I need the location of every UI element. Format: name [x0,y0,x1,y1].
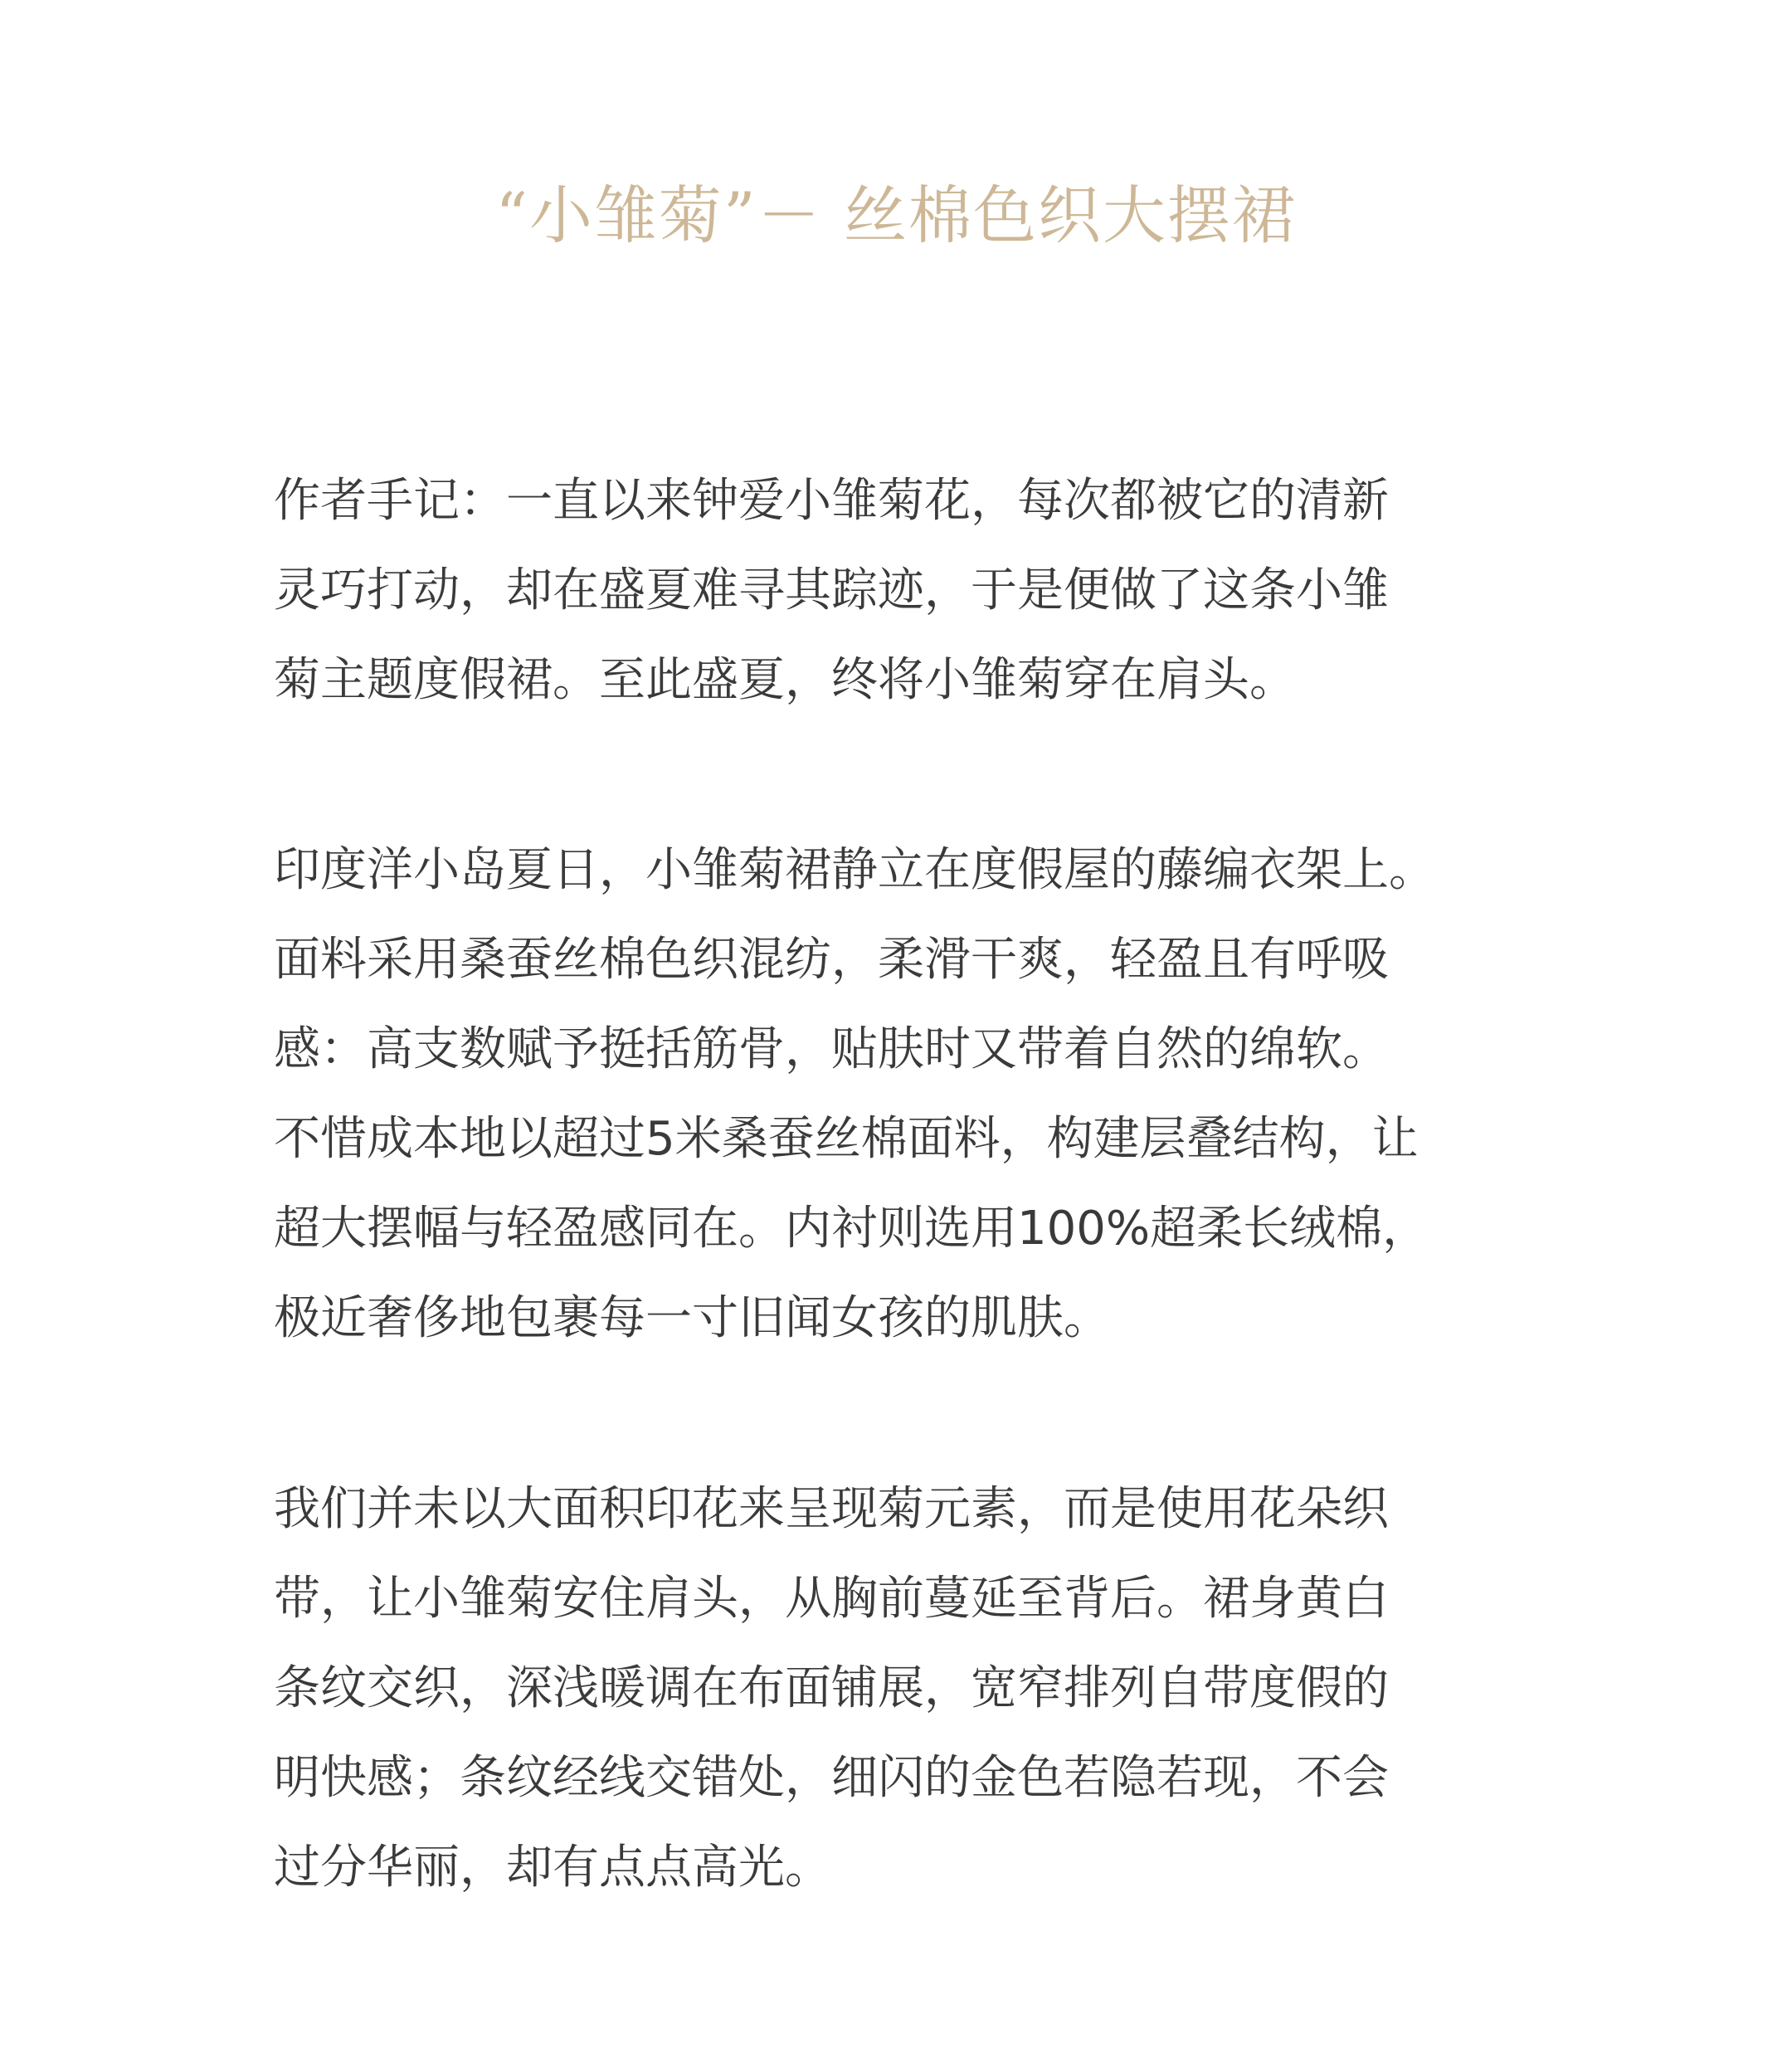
paragraph-line: 印度洋小岛夏日，小雏菊裙静立在度假屋的藤编衣架上。 [274,843,1435,897]
paragraph-line: 作者手记：一直以来钟爱小雏菊花，每次都被它的清新 [274,474,1389,528]
paragraph-line: 明快感；条纹经线交错处，细闪的金色若隐若现，不会 [274,1751,1389,1805]
author-note-paragraph [274,456,1527,725]
paragraph-line: 感：高支数赋予挺括筋骨，贴肤时又带着自然的绵软。 [274,1022,1389,1076]
paragraph-line: 极近奢侈地包裹每一寸旧闻女孩的肌肤。 [274,1291,1110,1345]
paragraph-line: 带，让小雏菊安住肩头，从胸前蔓延至背后。裙身黄白 [274,1572,1389,1626]
design-paragraph [274,1465,1527,1913]
paragraph-line: 过分华丽，却有点点高光。 [274,1841,831,1895]
paragraph-line: 面料采用桑蚕丝棉色织混纺，柔滑干爽，轻盈且有呼吸 [274,933,1389,987]
paragraph-line: 条纹交织，深浅暖调在布面铺展，宽窄排列自带度假的 [274,1661,1389,1715]
paragraph-line: 超大摆幅与轻盈感同在。内衬则选用100%超柔长绒棉， [274,1202,1429,1256]
paragraph-line: 灵巧打动，却在盛夏难寻其踪迹，于是便做了这条小雏 [274,563,1389,617]
paragraph-line: 我们并未以大面积印花来呈现菊元素，而是使用花朵织 [274,1482,1389,1536]
page-title: “小雏菊”－ 丝棉色织大摆裙 [495,178,1297,252]
fabric-paragraph [274,826,1527,1363]
paragraph-line: 不惜成本地以超过5米桑蚕丝棉面料，构建层叠结构，让 [274,1112,1419,1166]
paragraph-line: 菊主题度假裙。至此盛夏，终将小雏菊穿在肩头。 [274,653,1296,707]
